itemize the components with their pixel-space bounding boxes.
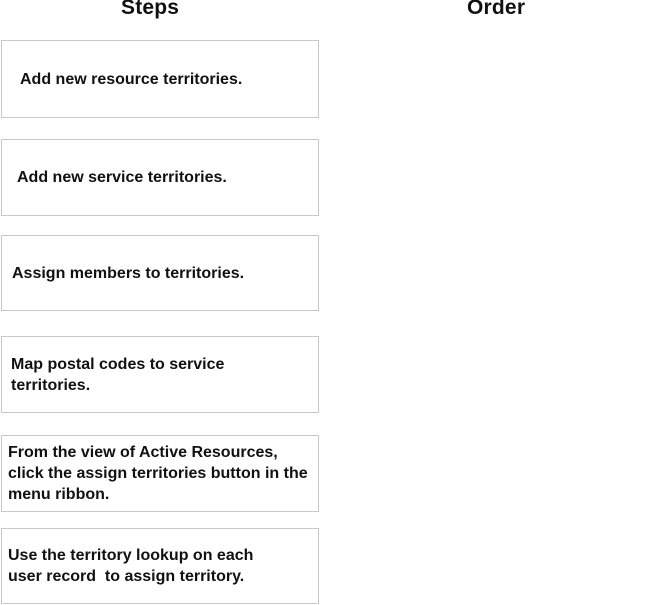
step-label: Use the territory lookup on each user record to assign territory. — [8, 547, 258, 585]
step-card-map-postal-codes[interactable] — [1, 336, 319, 413]
step-card-assign-members[interactable] — [1, 235, 319, 311]
order-drop-zone[interactable] — [340, 30, 640, 600]
steps-column-header: Steps — [121, 0, 180, 19]
step-label: From the view of Active Resources, click the assign territories button in the menu ribbon. — [8, 444, 308, 503]
step-card-add-service-territories[interactable] — [1, 139, 319, 216]
step-card-assign-territories-button[interactable] — [1, 435, 319, 512]
step-label: Map postal codes to service territories. — [11, 355, 225, 394]
step-card-add-resource-territories[interactable] — [1, 40, 319, 118]
step-label: Add new resource territories. — [20, 70, 243, 88]
step-label: Assign members to territories. — [12, 264, 245, 282]
step-card-territory-lookup[interactable] — [1, 528, 319, 604]
step-label: Add new service territories. — [17, 169, 227, 186]
order-column-header: Order — [467, 0, 526, 19]
